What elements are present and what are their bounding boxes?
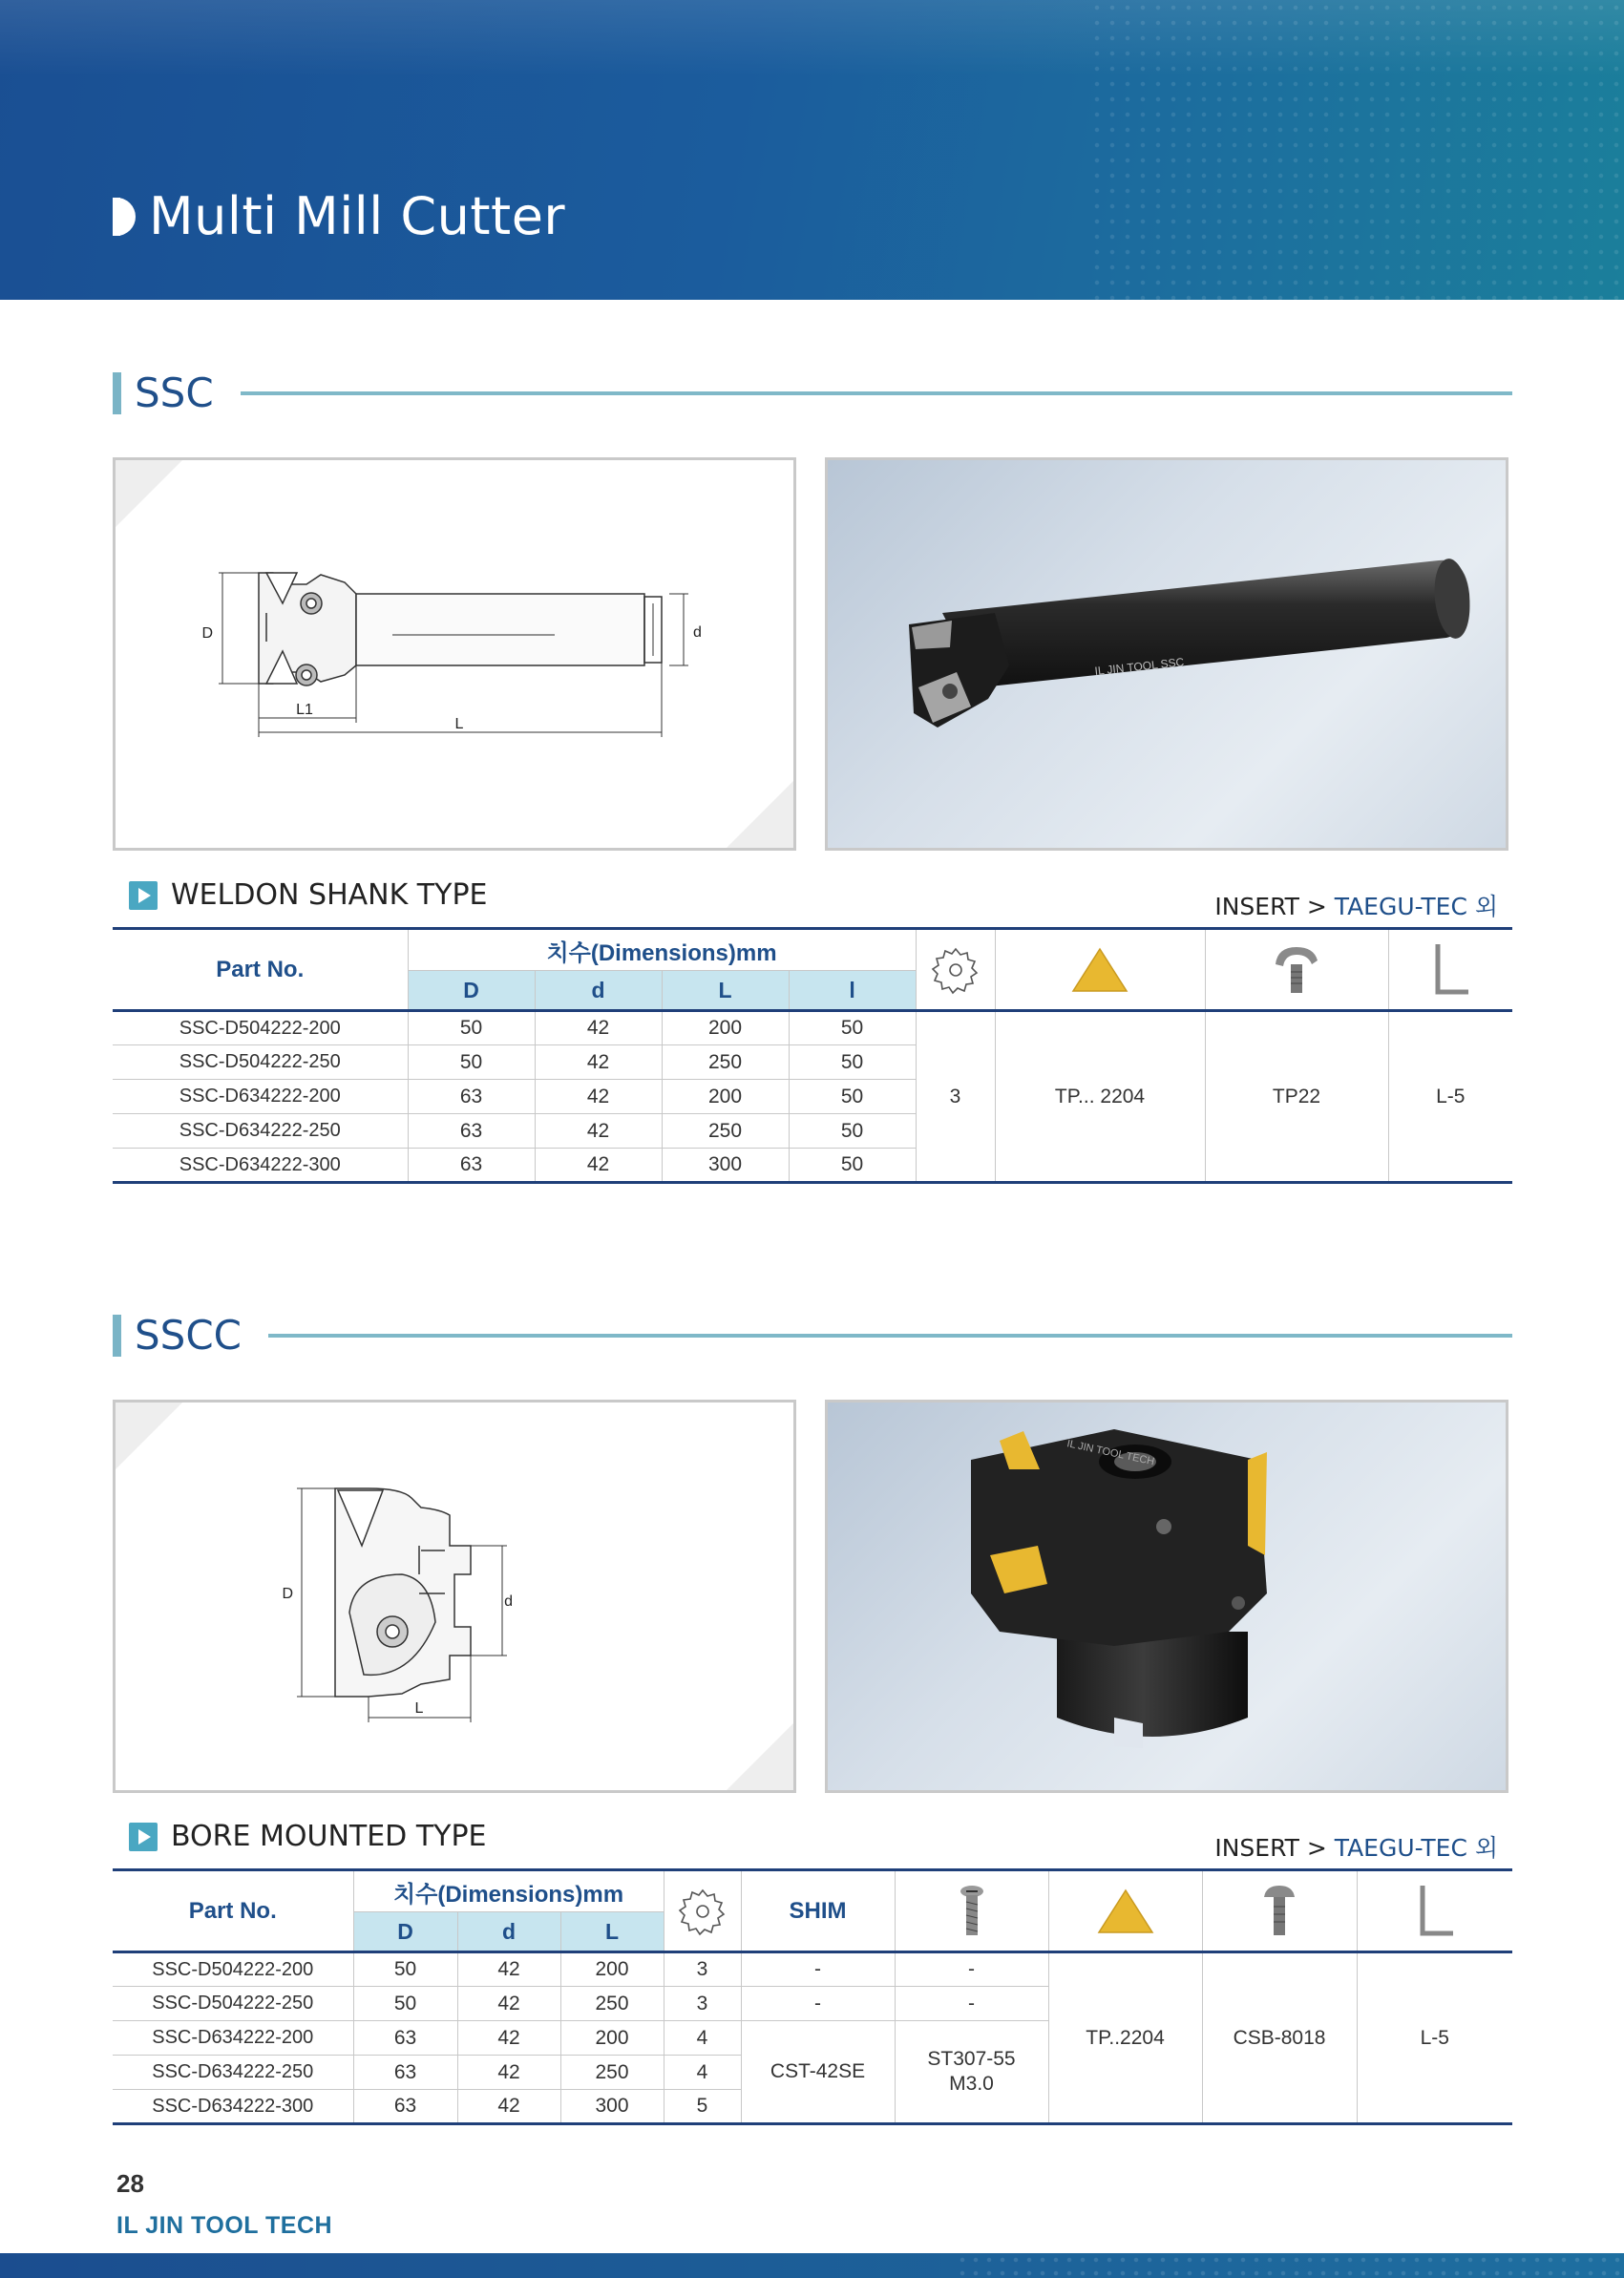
table-row: SSC-D634222-250 63 42 250 50 [113, 1114, 1512, 1149]
triangle-insert-icon [1095, 1887, 1156, 1936]
header-dimensions: 치수(Dimensions)mm [353, 1870, 664, 1912]
dim-label-D: D [201, 625, 213, 642]
dim-label-L1: L1 [296, 702, 313, 718]
ssc-technical-drawing [113, 457, 796, 851]
col-D: D [408, 971, 535, 1011]
header-insert [995, 929, 1205, 1011]
insert-brand-note-ssc: INSERT > TAEGU-TEC 외 [1214, 893, 1498, 920]
dim-label-d: d [693, 624, 702, 641]
sscc-cutter-illustration [828, 1403, 1506, 1790]
table-row: SSC-D634222-200 63 42 200 4 CST-42SE ST307-55 M3.0 [113, 2021, 1512, 2056]
table-row: SSC-D504222-250 50 42 250 50 [113, 1045, 1512, 1080]
ssc-product-photo [825, 457, 1508, 851]
table-row: SSC-D504222-200 50 42 200 3 - - TP..2204 CSB-8018 L-5 [113, 1952, 1512, 1987]
page-title-text: Multi Mill Cutter [149, 186, 566, 246]
l-wrench-icon [1426, 940, 1474, 1000]
wrench-value: L-5 [1357, 1952, 1512, 2124]
section-heading-sscc [113, 1312, 1512, 1359]
triangle-insert-icon [1069, 945, 1130, 995]
screw-value: ST307-55 M3.0 [895, 2021, 1048, 2124]
header-part-no: Part No. [113, 929, 408, 1011]
company-name: IL JIN TOOL TECH [116, 2212, 333, 2239]
shim-value: CST-42SE [741, 2021, 895, 2124]
table-row: SSC-D634222-250 63 42 250 4 [113, 2056, 1512, 2090]
clamp-value: CSB-8018 [1202, 1952, 1357, 2124]
sscc-spec-table [113, 1868, 1512, 2125]
insert-brand-note-sscc: INSERT > TAEGU-TEC 외 [1214, 1834, 1498, 1862]
teeth-value: 3 [916, 1011, 995, 1183]
subheading-weldon: WELDON SHANK TYPE [129, 878, 488, 912]
l-wrench-icon [1411, 1882, 1459, 1941]
header-banner [0, 0, 1624, 300]
col-d: d [535, 971, 662, 1011]
ssc-spec-table [113, 927, 1512, 1184]
sscc-drawing-svg [116, 1403, 793, 1790]
table-row: SSC-D634222-300 63 42 300 50 [113, 1149, 1512, 1183]
photo-engraving-text: IL JIN TOOL SSC [1093, 655, 1185, 678]
col-D: D [353, 1912, 457, 1952]
header-part-no: Part No. [113, 1870, 353, 1952]
subheading-bore: BORE MOUNTED TYPE [129, 1820, 487, 1853]
dim-label-d: d [504, 1593, 513, 1610]
section-title: SSC [135, 369, 214, 416]
table-row: SSC-D504222-200 50 42 200 50 3 TP... 2204 TP22 L-5 [113, 1011, 1512, 1045]
header-teeth [664, 1870, 741, 1952]
header-insert [1048, 1870, 1202, 1952]
sscc-product-photo [825, 1400, 1508, 1793]
page-number: 28 [116, 2169, 144, 2198]
ssc-drawing-svg [116, 460, 793, 848]
clamp-screw-icon [1258, 1882, 1300, 1941]
insert-value: TP..2204 [1048, 1952, 1202, 2124]
section-heading-ssc [113, 369, 1512, 416]
dim-label-D: D [282, 1586, 293, 1602]
col-L: L [560, 1912, 664, 1952]
ssc-cutter-illustration [828, 460, 1506, 848]
gear-icon [676, 1885, 729, 1938]
table-row: SSC-D504222-250 50 42 250 3 - - [113, 1987, 1512, 2021]
dim-label-L: L [414, 1700, 424, 1717]
header-clamp [1202, 1870, 1357, 1952]
gear-icon [929, 943, 982, 997]
footer-bar [0, 2253, 1624, 2278]
header-shim: SHIM [741, 1870, 895, 1952]
photo-engraving-text: IL JIN TOOL TECH [1065, 1438, 1156, 1468]
table-row: SSC-D634222-200 63 42 200 50 [113, 1080, 1512, 1114]
header-wrench [1388, 929, 1512, 1011]
wrench-value: L-5 [1388, 1011, 1512, 1183]
header-wrench [1357, 1870, 1512, 1952]
sscc-technical-drawing [113, 1400, 796, 1793]
header-clamp [1205, 929, 1388, 1011]
col-l: l [789, 971, 916, 1011]
header-dimensions: 치수(Dimensions)mm [408, 929, 916, 971]
clamp-value: TP22 [1205, 1011, 1388, 1183]
play-triangle-icon [129, 881, 158, 910]
header-teeth [916, 929, 995, 1011]
screw-icon [953, 1883, 991, 1940]
play-triangle-icon [129, 1823, 158, 1851]
col-d: d [457, 1912, 560, 1952]
header-screw [895, 1870, 1048, 1952]
table-row: SSC-D634222-300 63 42 300 5 [113, 2090, 1512, 2124]
clamp-screw-icon [1268, 939, 1325, 1001]
insert-value: TP... 2204 [995, 1011, 1205, 1183]
page-title [113, 186, 565, 246]
col-L: L [662, 971, 789, 1011]
dim-label-L: L [454, 716, 464, 732]
section-title: SSCC [135, 1312, 242, 1359]
half-circle-bullet-icon [113, 196, 136, 238]
